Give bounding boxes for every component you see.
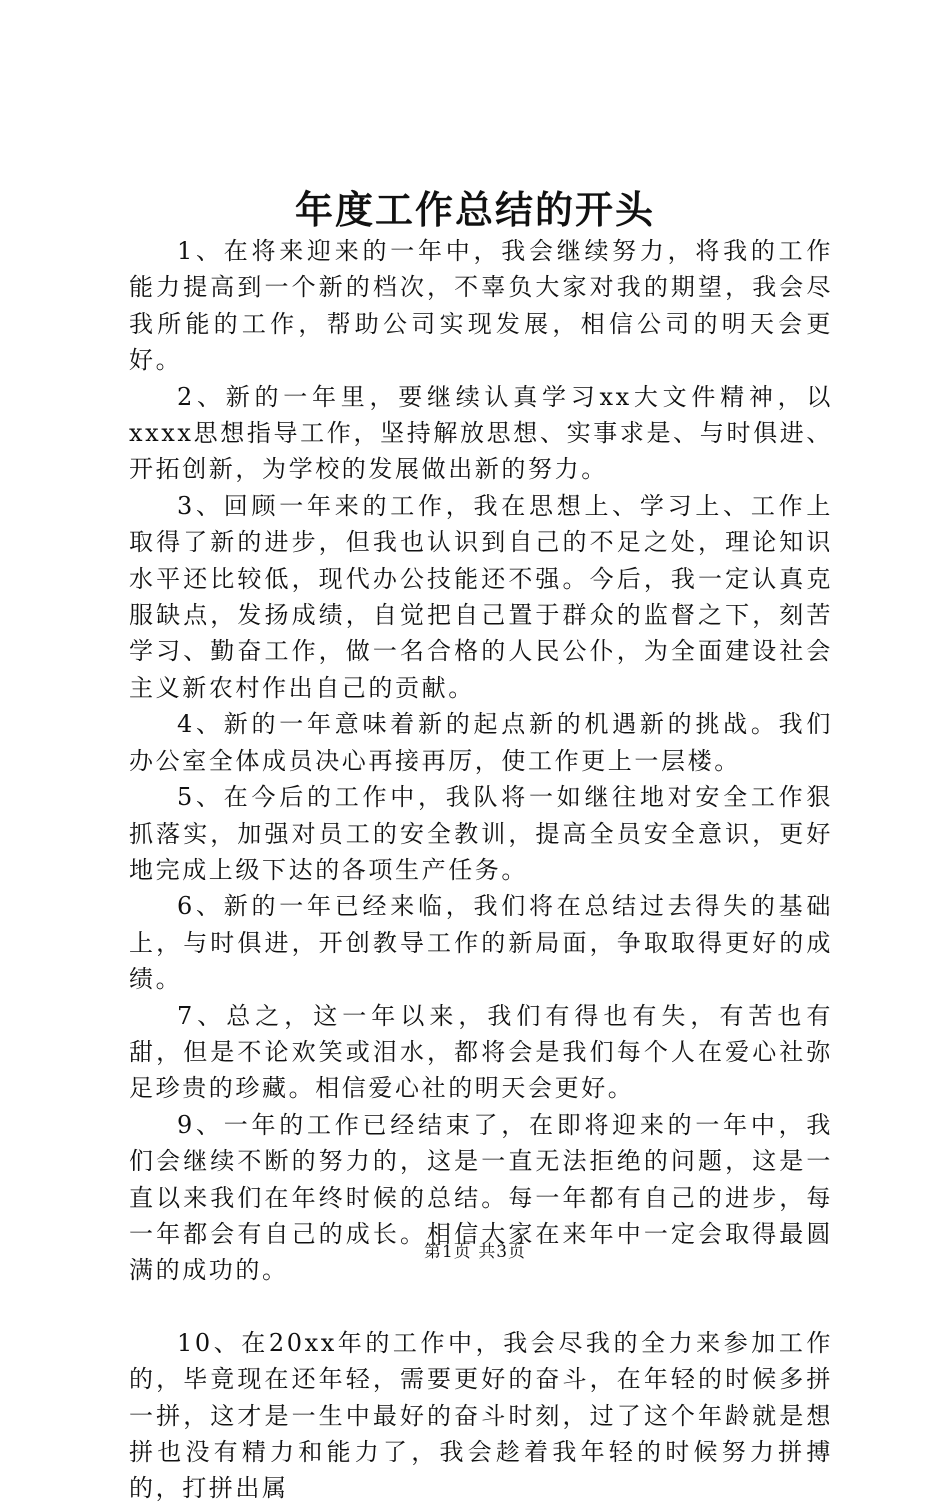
paragraph-2: 2、新的一年里，要继续认真学习xx大文件精神，以xxxx思想指导工作，坚持解放思想、实事求是、与时俱进、开拓创新，为学校的发展做出新的努力。	[129, 382, 833, 484]
paragraph-9: 9、一年的工作已经结束了，在即将迎来的一年中，我们会继续不断的努力的，这是一直无法拒绝的问题，这是一直以来我们在年终时候的总结。每一年都有自己的进步，每一年都会有自己的成长。相信大家在来年中一定会取得最圆满的成功的。	[129, 1110, 833, 1285]
paragraph-3: 3、回顾一年来的工作，我在思想上、学习上、工作上取得了新的进步，但我也认识到自己的不足之处，理论知识水平还比较低，现代办公技能还不强。今后，我一定认真克服缺点，发扬成绩，自觉把自己置于群众的监督之下，刻苦学习、勤奋工作，做一名合格的人民公仆，为全面建设社会主义新农村作出自己的贡献。	[129, 491, 833, 702]
page-number-footer: 第1页 共3页	[423, 1242, 527, 1262]
paragraph-10: 10、在20xx年的工作中，我会尽我的全力来参加工作的，毕竟现在还年轻，需要更好的奋斗，在年轻的时候多拼一拼，这才是一生中最好的奋斗时刻，过了这个年龄就是想拼也没有精力和能力了，我会趁着我年轻的时候努力拼搏的，打拼出属	[129, 1328, 833, 1503]
document-body	[129, 233, 833, 1507]
paragraph-4: 4、新的一年意味着新的起点新的机遇新的挑战。我们办公室全体成员决心再接再厉，使工作更上一层楼。	[129, 710, 833, 775]
paragraph-1: 1、在将来迎来的一年中，我会继续努力，将我的工作能力提高到一个新的档次，不辜负大家对我的期望，我会尽我所能的工作，帮助公司实现发展，相信公司的明天会更好。	[129, 237, 833, 375]
document-title: 年度工作总结的开头	[294, 187, 655, 232]
paragraph-5: 5、在今后的工作中，我队将一如继往地对安全工作狠抓落实，加强对员工的安全教训，提高全员安全意识，更好地完成上级下达的各项生产任务。	[129, 783, 833, 884]
paragraph-7: 7、总之，这一年以来，我们有得也有失，有苦也有甜，但是不论欢笑或泪水，都将会是我们每个人在爱心社弥足珍贵的珍藏。相信爱心社的明天会更好。	[129, 1001, 833, 1103]
paragraph-6: 6、新的一年已经来临，我们将在总结过去得失的基础上，与时俱进，开创教导工作的新局面，争取取得更好的成绩。	[129, 892, 833, 994]
